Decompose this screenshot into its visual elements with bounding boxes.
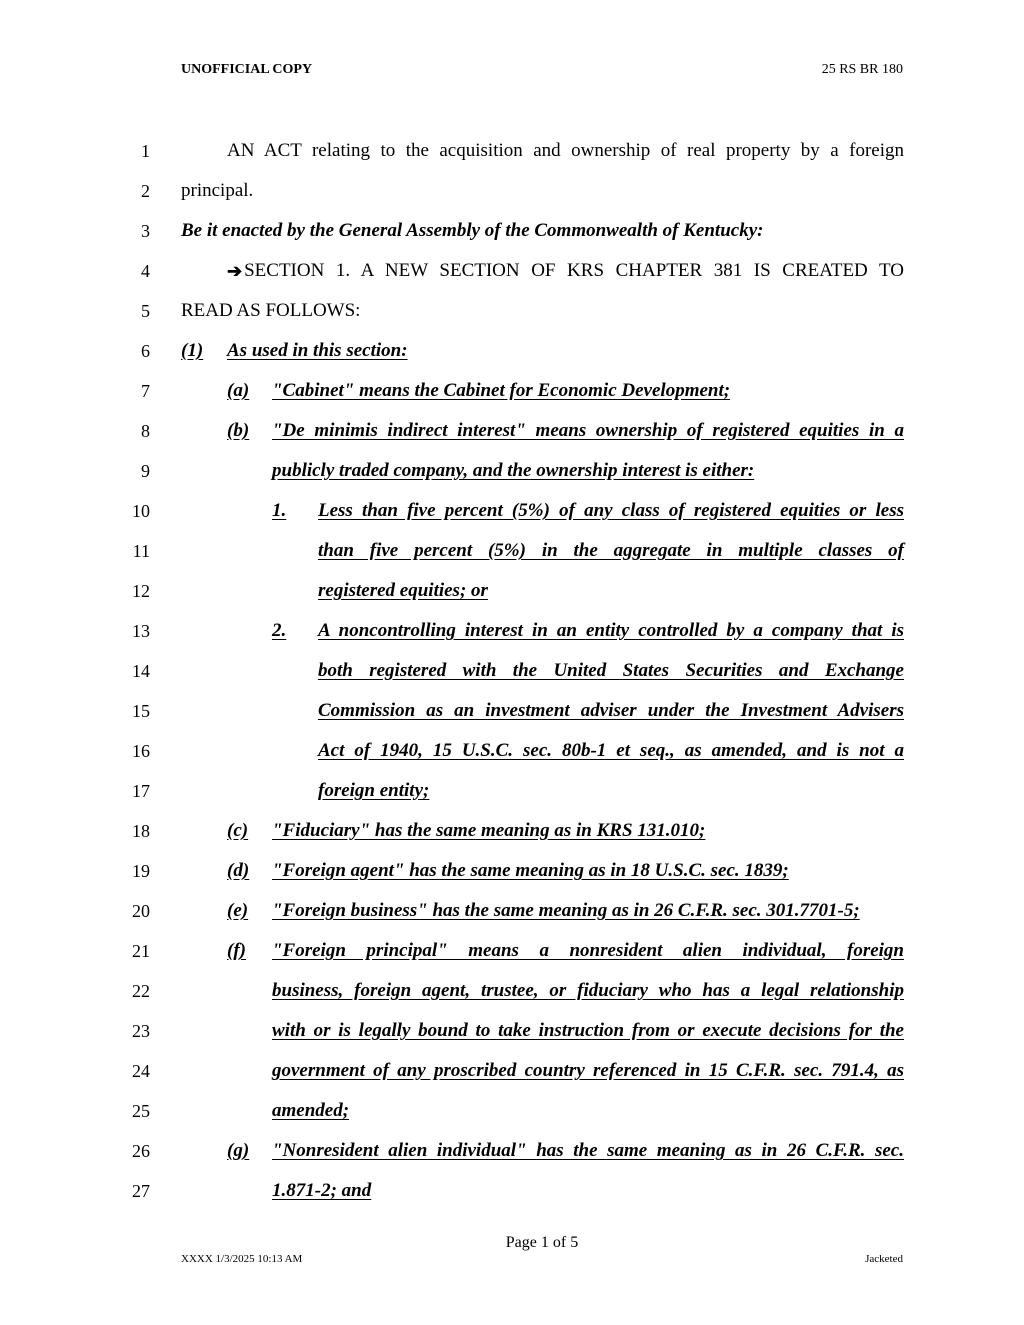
line-number: 13: [132, 621, 150, 641]
line-number: 21: [132, 941, 150, 961]
line-text: As used in this section:: [227, 340, 408, 361]
line-number: 4: [141, 261, 150, 281]
line-number: 15: [132, 701, 150, 721]
line-17: [0, 780, 1024, 820]
line-number: 27: [132, 1181, 150, 1201]
line-text: principal.: [181, 180, 254, 201]
line-text: "Foreign agent" has the same meaning as in 18 U.S.C. sec. 1839;: [272, 860, 789, 881]
line-text: Less than five percent (5%) of any class of registered equities or less: [318, 500, 904, 521]
line-number: 12: [132, 581, 150, 601]
line-text: "Nonresident alien individual" has the same meaning as in 26 C.F.R. sec.: [272, 1140, 904, 1161]
line-text: Commission as an investment adviser under the Investment Advisers: [318, 700, 904, 721]
line-23: [0, 1020, 1024, 1060]
line-25: [0, 1100, 1024, 1140]
line-12: [0, 580, 1024, 620]
line-number: 7: [141, 381, 150, 401]
paragraph-label: (d): [227, 860, 250, 881]
line-number: 22: [132, 981, 150, 1001]
line-2: [0, 180, 1024, 220]
line-number: 14: [132, 661, 150, 681]
line-text: government of any proscribed country referenced in 15 C.F.R. sec. 791.4, as: [272, 1060, 904, 1081]
line-text: business, foreign agent, trustee, or fiduciary who has a legal relationship: [272, 980, 904, 1001]
line-20: [0, 900, 1024, 940]
line-number: 1: [141, 141, 150, 161]
paragraph-label: (a): [227, 380, 250, 401]
line-number: 26: [132, 1141, 150, 1161]
subparagraph-label: 1.: [272, 500, 287, 521]
line-number: 20: [132, 901, 150, 921]
line-number: 19: [132, 861, 150, 881]
line-text: registered equities; or: [318, 580, 488, 601]
line-8: [0, 420, 1024, 460]
line-22: [0, 980, 1024, 1020]
line-11: [0, 540, 1024, 580]
line-27: [0, 1180, 1024, 1220]
line-text: publicly traded company, and the ownership interest is either:: [272, 460, 755, 481]
page-number: Page 1 of 5: [505, 1234, 579, 1251]
line-number: 24: [132, 1061, 150, 1081]
line-number: 3: [141, 221, 150, 241]
line-number: 9: [141, 461, 150, 481]
line-7: [0, 380, 1024, 420]
line-number: 6: [141, 341, 150, 361]
line-18: [0, 820, 1024, 860]
line-6: [0, 340, 1024, 380]
line-text: both registered with the United States Securities and Exchange: [318, 660, 904, 681]
line-1: [0, 140, 1024, 180]
line-number: 10: [132, 501, 150, 521]
paragraph-label: (f): [227, 940, 246, 961]
line-text: than five percent (5%) in the aggregate in multiple classes of: [318, 540, 904, 561]
line-text: with or is legally bound to take instruction from or execute decisions for the: [272, 1020, 904, 1041]
header-right: 25 RS BR 180: [821, 62, 903, 77]
line-text: "De minimis indirect interest" means ownership of registered equities in a: [272, 420, 904, 441]
line-21: [0, 940, 1024, 980]
line-text: AN ACT relating to the acquisition and ownership of real property by a foreign: [227, 140, 904, 161]
line-text: "Cabinet" means the Cabinet for Economic Development;: [272, 380, 731, 401]
line-text: amended;: [272, 1100, 350, 1121]
line-number: 18: [132, 821, 150, 841]
arrow-right-icon: ➔: [227, 261, 243, 281]
line-10: [0, 500, 1024, 540]
section-heading: SECTION 1. A NEW SECTION OF KRS CHAPTER 381 IS CREATED TO: [244, 260, 904, 281]
line-text: READ AS FOLLOWS:: [181, 300, 361, 321]
enacting-clause: Be it enacted by the General Assembly of the Commonwealth of Kentucky:: [181, 220, 764, 241]
line-5: [0, 300, 1024, 340]
line-number: 23: [132, 1021, 150, 1041]
line-number: 8: [141, 421, 150, 441]
footer-left: XXXX 1/3/2025 10:13 AM: [181, 1253, 303, 1265]
line-number: 16: [132, 741, 150, 761]
line-text: "Foreign principal" means a nonresident alien individual, foreign: [272, 940, 904, 961]
paragraph-label: (e): [227, 900, 249, 921]
line-4: [0, 260, 1024, 300]
line-9: [0, 460, 1024, 500]
paragraph-label: (g): [227, 1140, 250, 1161]
line-16: [0, 740, 1024, 780]
line-15: [0, 700, 1024, 740]
line-24: [0, 1060, 1024, 1100]
line-text: "Foreign business" has the same meaning as in 26 C.F.R. sec. 301.7701-5;: [272, 900, 860, 921]
line-number: 25: [132, 1101, 150, 1121]
footer-right: Jacketed: [865, 1253, 903, 1265]
paragraph-label: (b): [227, 420, 250, 441]
header-left: UNOFFICIAL COPY: [181, 62, 313, 77]
line-text: A noncontrolling interest in an entity controlled by a company that is: [318, 620, 904, 641]
line-number: 11: [132, 541, 150, 561]
line-number: 2: [141, 181, 150, 201]
line-text: foreign entity;: [318, 780, 430, 801]
line-text: 1.871-2; and: [272, 1180, 372, 1201]
line-19: [0, 860, 1024, 900]
line-13: [0, 620, 1024, 660]
line-number: 5: [141, 301, 150, 321]
line-number: 17: [132, 781, 150, 801]
paragraph-label: (c): [227, 820, 249, 841]
subparagraph-label: 2.: [272, 620, 287, 641]
subsection-label: (1): [181, 340, 204, 361]
line-26: [0, 1140, 1024, 1180]
line-14: [0, 660, 1024, 700]
line-3: [0, 220, 1024, 260]
line-text: "Fiduciary" has the same meaning as in KRS 131.010;: [272, 820, 706, 841]
line-text: Act of 1940, 15 U.S.C. sec. 80b-1 et seq., as amended, and is not a: [318, 740, 904, 761]
